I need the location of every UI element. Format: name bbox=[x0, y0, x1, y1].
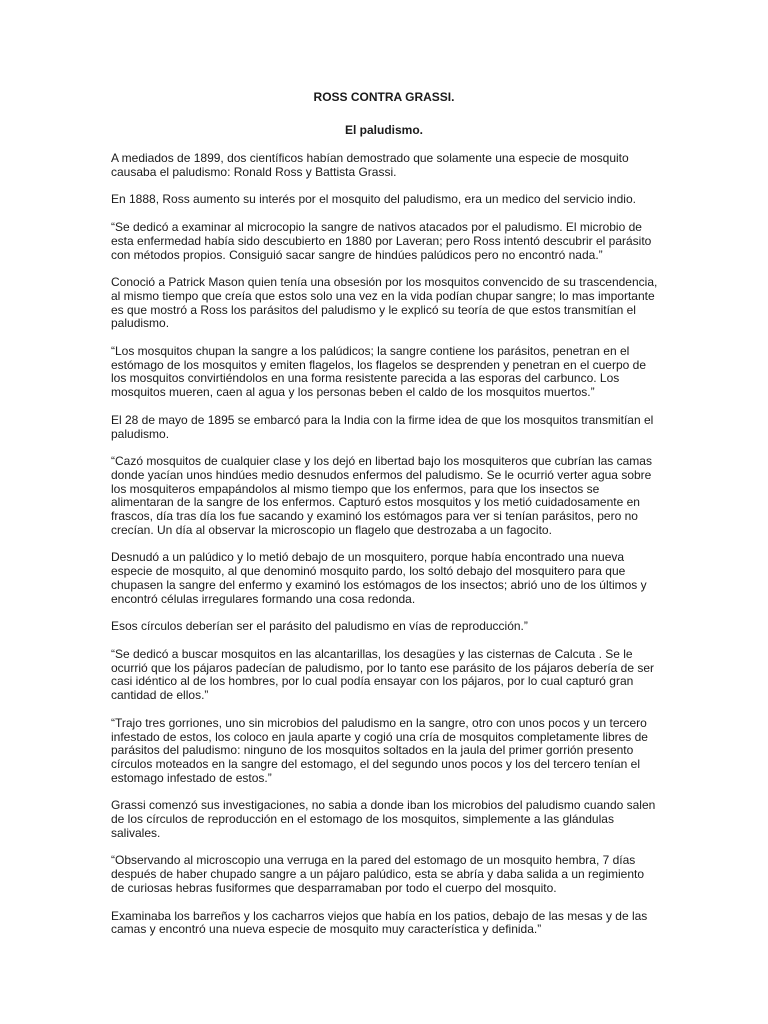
paragraph: “Se dedicó a buscar mosquitos en las alcantarillas, los desagües y las cisternas de Calcuta . Se le ocurrió que los pájaros padecían de paludismo, por lo tanto ese parásito de los pájaros debería de ser casi idéntico al de los hombres, por lo cual podía ensayar con los pájaros, por lo cual capturó gran cantidad de ellos.” bbox=[111, 646, 655, 703]
paragraph: “Observando al microscopio una verruga en la pared del estomago de un mosquito hembra, 7 días después de haber chupado sangre a un pájaro palúdico, esta se abría y daba salida a un regimiento de curiosas hebras fusiformes que desparramaban por todo el cuerpo del mosquito. bbox=[111, 853, 645, 895]
paragraph: Esos círculos deberían ser el parásito del paludismo en vías de reproducción.” bbox=[111, 619, 528, 634]
paragraph: Desnudó a un palúdico y lo metió debajo de un mosquitero, porque había encontrado una nueva especie de mosquito, al que denominó mosquito pardo, los soltó debajo del mosquitero para que chupasen la sangre del enfermo y examinó los estómagos de los insectos; abrió uno de los últimos y encontró células irregulares formando una cosa redonda. bbox=[111, 550, 647, 606]
paragraph: A mediados de 1899, dos científicos habían demostrado que solamente una especie de mosquito causaba el paludismo: Ronald Ross y Battista Grassi. bbox=[111, 151, 629, 179]
paragraph: Grassi comenzó sus investigaciones, no sabia a donde iban los microbios del paludismo cuando salen de los círculos de reproducción en el estomago de los mosquitos, simplemente a las glándulas salivales. bbox=[111, 798, 656, 840]
paragraph: “Trajo tres gorriones, uno sin microbios del paludismo en la sangre, otro con unos pocos y un tercero infestado de estos, los coloco en jaula aparte y cogió una cría de mosquitos completamente libres de parásitos del paludismo: ninguno de los mosquitos soltados en la jaula del primer gorrión presento círculos moteados en la sangre del estomago, el del segundo unos pocos y los del tercero tenían el estomago infestado de estos.” bbox=[111, 715, 648, 785]
page-subtitle: El paludismo. bbox=[344, 123, 423, 137]
paragraph: “Cazó mosquitos de cualquier clase y los dejó en libertad bajo los mosquiteros que cubrían las camas donde yacían unos hindúes medio desnudos enfermos del paludismo. Se le ocurrió verter agua sobre los mosquiteros empapándolos al mismo tiempo que los enfermos, para que los insectos se alimentaran de la sangre de los enfermos. Capturó estos mosquitos y los metió cuidadosamente en frascos, día tras día los fue sacando y examinó los estómagos para ver si tenían parásitos, pero no crecían. Un día al observar la microscopio un flagelo que destrozaba a un fagocito. bbox=[111, 454, 652, 537]
paragraph: Conoció a Patrick Mason quien tenía una obsesión por los mosquitos convencido de su trascendencia, al mismo tiempo que creía que estos solo una vez en la vida podían chupar sangre; lo mas importante es que mostró a Ross los parásitos del paludismo y le explicó su teoría de que estos transmitían el paludismo. bbox=[111, 275, 658, 331]
paragraph: “Se dedicó a examinar al microcopio la sangre de nativos atacados por el paludismo. El microbio de esta enfermedad había sido descubierto en 1880 por Laveran; pero Ross intentó descubrir el parásito con métodos propios. Consiguió sacar sangre de hindúes palúdicos pero no encontró nada.” bbox=[111, 220, 652, 262]
paragraph: En 1888, Ross aumento su interés por el mosquito del paludismo, era un medico del servicio indio. bbox=[111, 192, 636, 207]
paragraph: “Los mosquitos chupan la sangre a los palúdicos; la sangre contiene los parásitos, penetran en el estómago de los mosquitos y emiten flagelos, los flagelos se desprenden y penetran en el cuerpo de los mosquitos convirtiéndolos en una forma resistente parecida a las esporas del carbunco. Los mosquitos mueren, caen al agua y los personas beben el caldo de los mosquitos muertos.” bbox=[111, 344, 646, 400]
paragraph: El 28 de mayo de 1895 se embarcó para la India con la firme idea de que los mosquitos transmitían el paludismo. bbox=[111, 412, 654, 441]
paragraph: Examinaba los barreños y los cacharros viejos que había en los patios, debajo de las mesas y de las camas y encontró una nueva especie de mosquito muy característica y definida.” bbox=[111, 908, 648, 937]
page-title: ROSS CONTRA GRASSI. bbox=[313, 90, 455, 104]
document-body bbox=[111, 152, 659, 951]
